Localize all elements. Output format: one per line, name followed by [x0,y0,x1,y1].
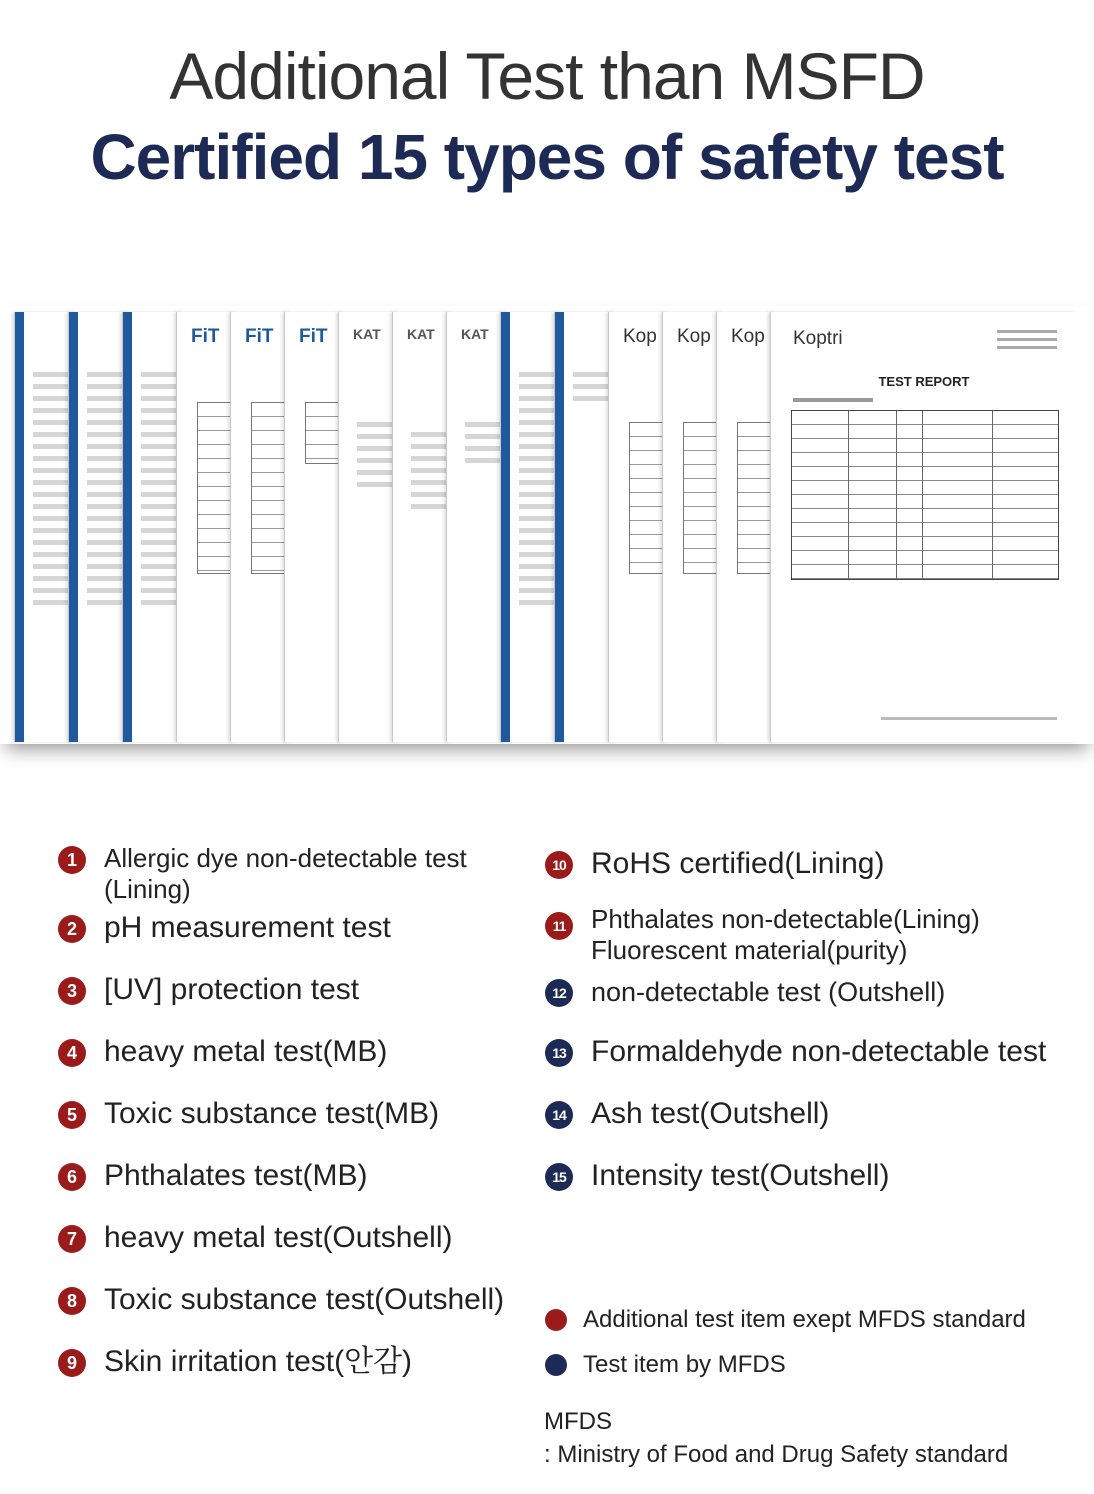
number-badge: 2 [58,915,86,943]
legend-label: Test item by MFDS [583,1351,786,1378]
test-label: heavy metal test(MB) [104,1035,388,1068]
koptri-logo: Kop [731,326,765,347]
test-item-12 [545,976,945,1008]
test-item-8 [58,1284,504,1316]
number-badge: 12 [545,979,573,1007]
fiti-logo: FiT [191,326,220,347]
note-definition: : Ministry of Food and Drug Safety standard [544,1441,1009,1468]
test-label: [UV] protection test [104,973,360,1006]
document-kat [338,312,399,742]
kat-logo: KAT [407,326,435,342]
number-badge: 15 [545,1163,573,1191]
test-label: Skin irritation test(안감) [104,1345,413,1378]
document-koptri [716,312,777,742]
number-badge: 14 [545,1101,573,1129]
kat-logo: KAT [461,326,489,342]
number-badge: 7 [58,1225,86,1253]
test-item-3 [58,974,359,1006]
test-item-2 [58,912,391,944]
number-badge: 10 [545,851,573,879]
document-koti [554,312,615,742]
legend-mfds [545,1351,786,1379]
report-table [791,410,1059,580]
test-item-13 [545,1036,1046,1068]
number-badge: 4 [58,1039,86,1067]
test-item-6 [58,1160,367,1192]
test-item-15 [545,1160,889,1192]
test-item-14 [545,1098,829,1130]
test-label: Phthalates test(MB) [104,1159,368,1192]
title-line-2: Certified 15 types of safety test [90,121,1004,193]
test-item-10 [545,848,884,880]
test-label: Intensity test(Outshell) [591,1159,890,1192]
test-label: Toxic substance test(Outshell) [104,1283,505,1316]
legend-additional [545,1306,1026,1334]
koptri-logo: Kop [623,326,657,347]
test-item-11 [545,904,1065,966]
test-label: RoHS certified(Lining) [591,847,885,880]
number-badge: 6 [58,1163,86,1191]
test-item-5 [58,1098,439,1130]
test-label: Allergic dye non-detectable test (Lining) [104,843,467,904]
document-koti [500,312,561,742]
test-item-1 [58,843,518,905]
test-label: heavy metal test(Outshell) [104,1221,453,1254]
number-badge: 1 [58,846,86,874]
test-label: Formaldehyde non-detectable test [591,1035,1047,1068]
test-report-document [770,312,1077,742]
document-koti [14,312,75,742]
red-dot-icon [545,1309,567,1331]
title-line-1: Additional Test than MSFD [169,39,925,113]
document-koptri [608,312,669,742]
fiti-logo: FiT [299,326,328,347]
test-documents-image [0,306,1094,744]
document-koti [68,312,129,742]
test-item-7 [58,1222,452,1254]
kat-logo: KAT [353,326,381,342]
test-label: non-detectable test (Outshell) [591,977,946,1007]
document-fiti [284,312,345,742]
document-fiti [176,312,237,742]
document-kat [446,312,507,742]
fiti-logo: FiT [245,326,274,347]
number-badge: 11 [545,912,573,940]
test-label: Toxic substance test(MB) [104,1097,440,1130]
test-item-9 [58,1346,412,1378]
koptri-logo: Kop [677,326,711,347]
test-label: Ash test(Outshell) [591,1097,830,1130]
test-item-4 [58,1036,387,1068]
number-badge: 13 [545,1039,573,1067]
number-badge: 3 [58,977,86,1005]
test-label: Phthalates non-detectable(Lining) Fluorescent material(purity) [591,904,980,965]
koptri-logo: Koptri [793,328,843,349]
number-badge: 8 [58,1287,86,1315]
navy-dot-icon [545,1354,567,1376]
legend-label: Additional test item exept MFDS standard [583,1306,1026,1333]
number-badge: 9 [58,1349,86,1377]
number-badge: 5 [58,1101,86,1129]
document-koptri [662,312,723,742]
document-kat [392,312,453,742]
report-title: TEST REPORT [878,374,970,389]
note-abbreviation: MFDS [544,1408,612,1435]
test-label: pH measurement test [104,911,391,944]
document-fiti [230,312,291,742]
document-koti [122,312,183,742]
